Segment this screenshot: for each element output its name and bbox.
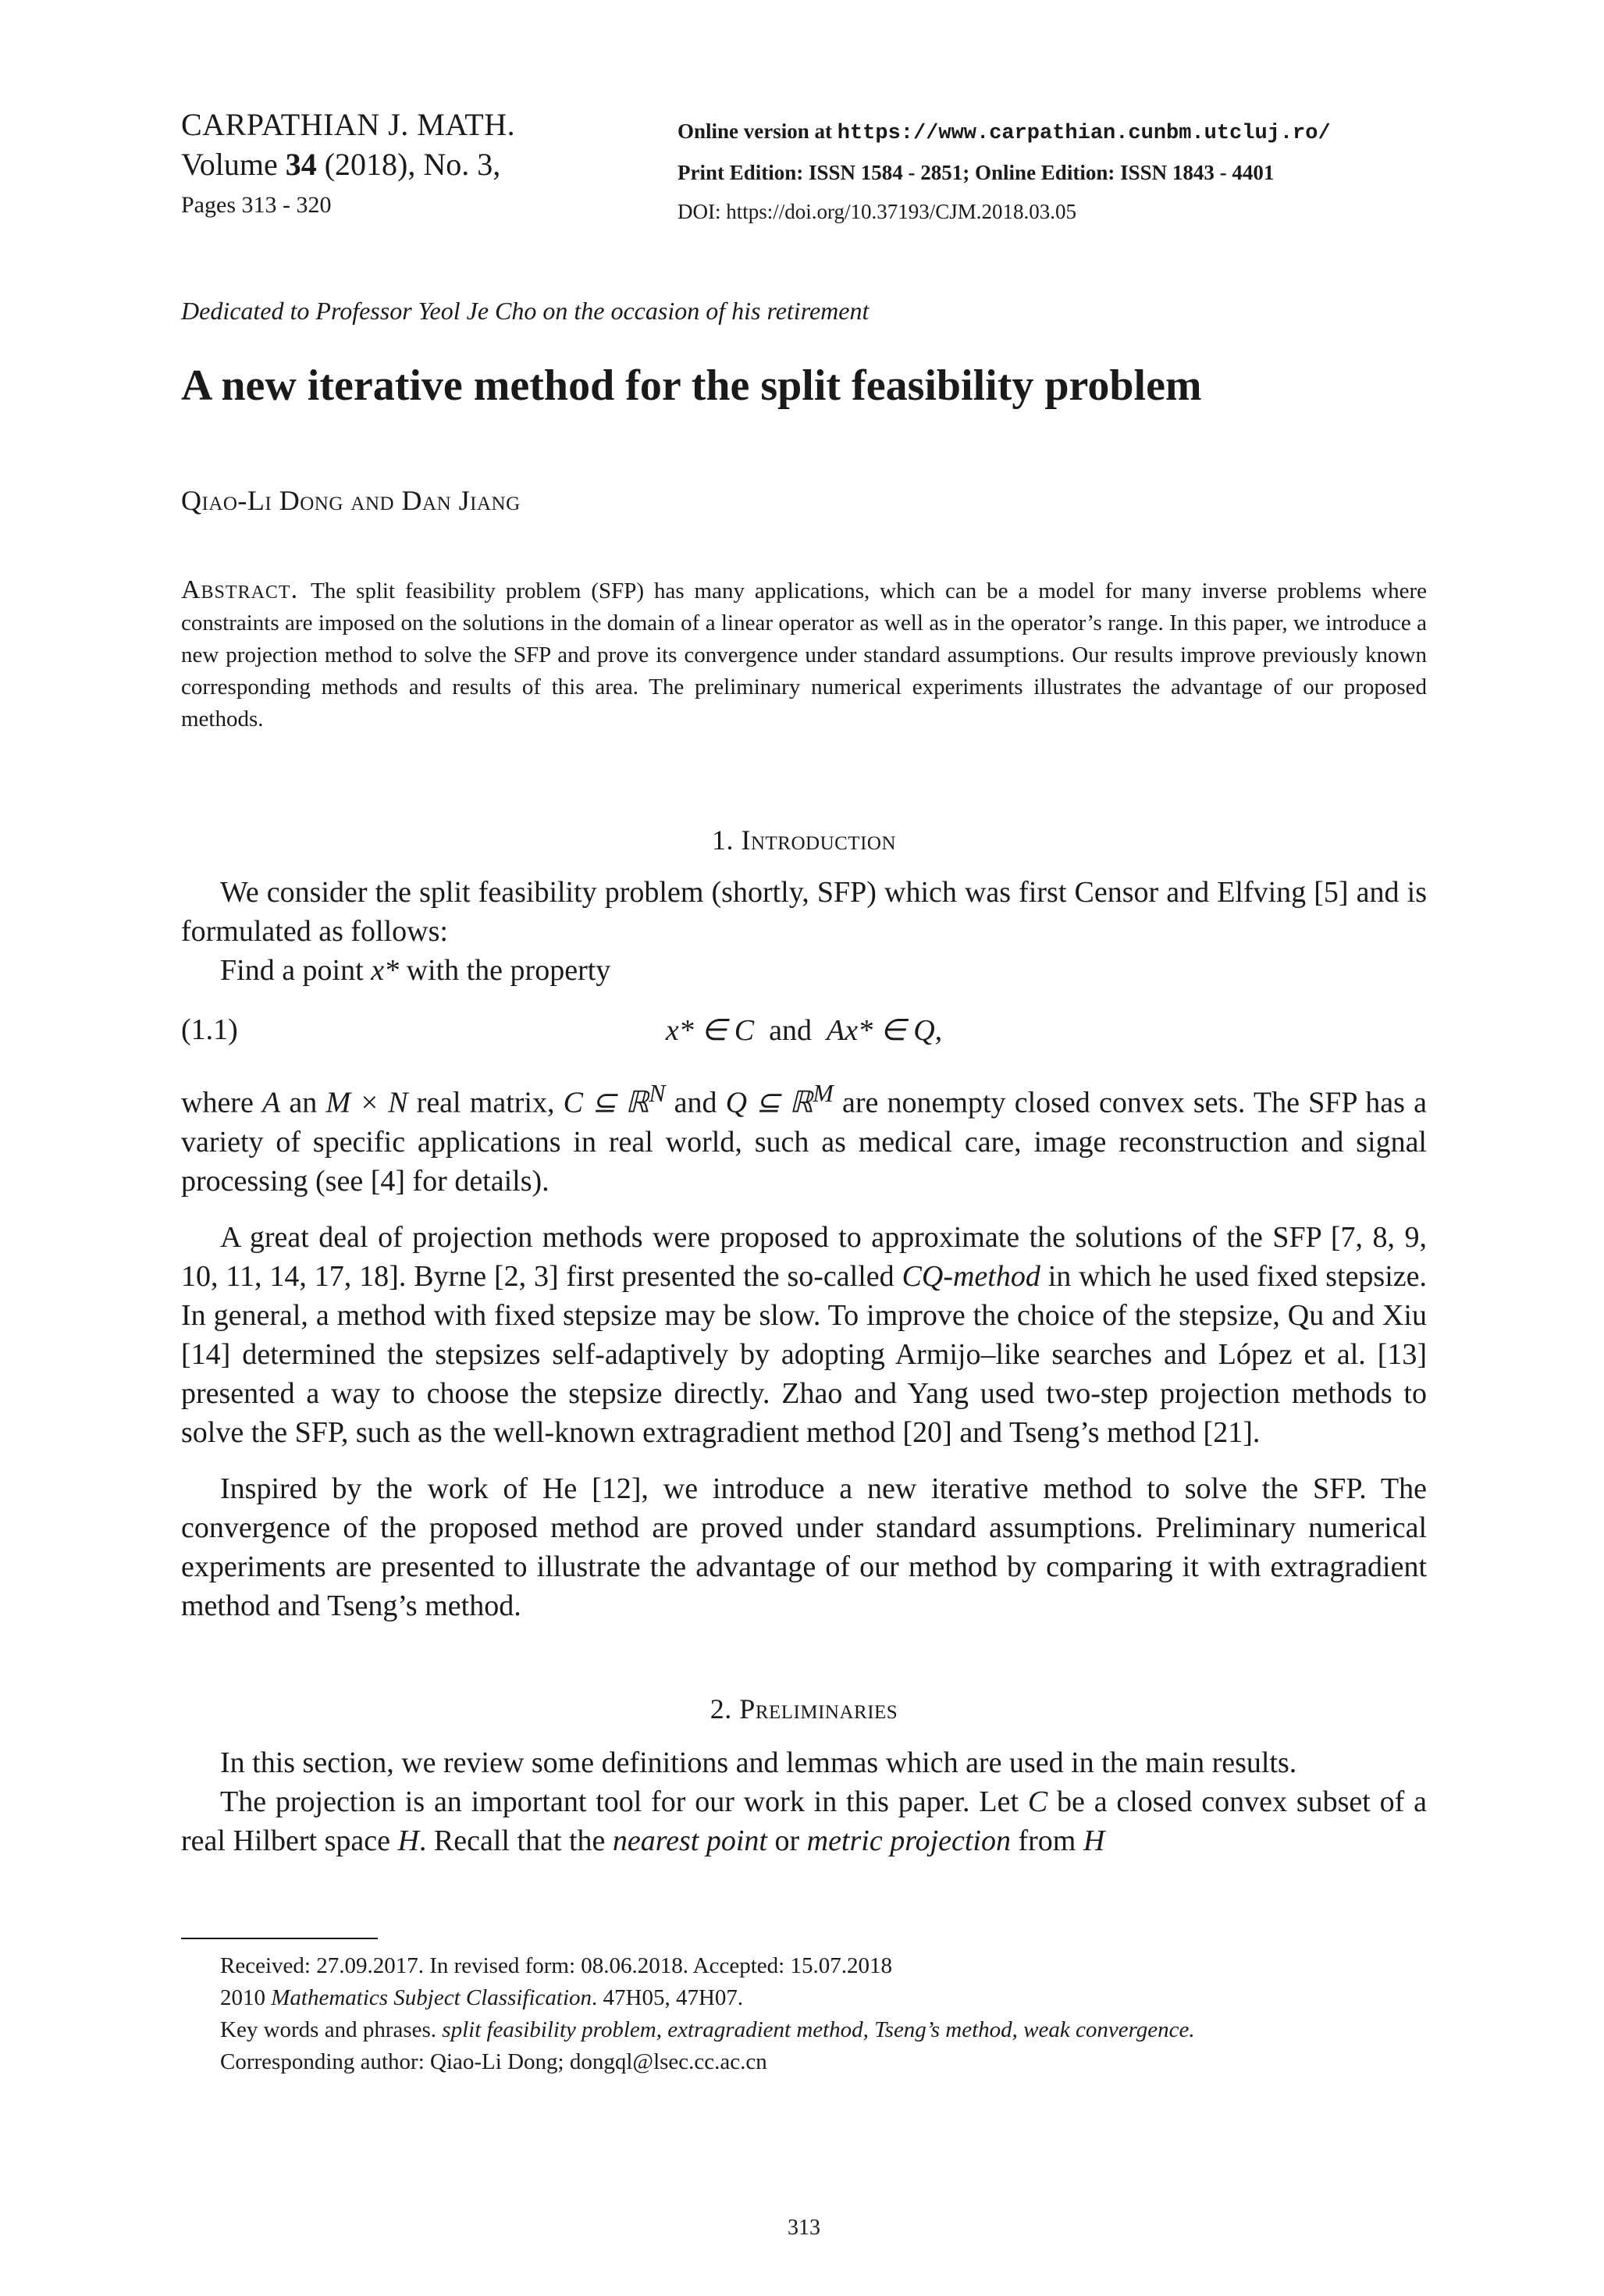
intro-paragraph-1: We consider the split feasibility problem (shortly, SFP) which was first Censor and Elfving [5] and is formulated as follows: <box>181 876 1427 948</box>
online-version-line: Online version at https://www.carpathian.cunbm.utcluj.ro/ <box>678 119 1331 145</box>
preliminaries-text-block <box>181 1743 1427 1860</box>
footnotes <box>220 1950 1438 2078</box>
footnote-corresponding-author: Corresponding author: Qiao-Li Dong; dongql@lsec.cc.ac.cn <box>220 2049 767 2074</box>
doi-line[interactable]: DOI: https://doi.org/10.37193/CJM.2018.03.05 <box>678 200 1077 223</box>
abstract-text: The split feasibility problem (SFP) has many applications, which can be a model for many inverse problems where constraints are imposed on the solutions in the domain of a linear operator as well as in the operator’s range. In this paper, we introduce a new projection method to solve the SFP and prove its convergence under standard assumptions. Our results improve previously known corresponding methods and results of this area. The preliminary numerical experiments illustrates the advantage of our proposed methods. <box>181 578 1427 732</box>
page-number: 313 <box>788 2216 820 2240</box>
section-heading-preliminaries: 2. Preliminaries <box>710 1693 898 1725</box>
section-heading-introduction: 1. Introduction <box>711 824 897 856</box>
intro-paragraph-5: Inspired by the work of He [12], we introduce a new iterative method to solve the SFP. The convergence of the proposed method are proved under standard assumptions. Preliminary numerical experiments are presented to illustrate the advantage of our method by comparing it with extragradient method and Tseng’s method. <box>181 1472 1427 1622</box>
intro-text-block-1 <box>181 873 1427 990</box>
prelim-paragraph-2: The projection is an important tool for our work in this paper. Let C be a closed convex subset of a real Hilbert space H. Recall that the nearest point or metric projection from H <box>181 1785 1427 1857</box>
paper-title: A new iterative method for the split feasibility problem <box>181 361 1202 410</box>
footnote-divider <box>181 1938 378 1939</box>
intro-text-block-2 <box>181 1074 1427 1625</box>
equation-formula: x* ∈ C and Ax* ∈ Q, <box>665 1014 943 1047</box>
abstract-label: Abstract. <box>181 575 299 604</box>
footnote-received: Received: 27.09.2017. In revised form: 08.06.2018. Accepted: 15.07.2018 <box>220 1953 892 1978</box>
journal-header <box>181 105 681 226</box>
publication-info <box>678 112 1458 231</box>
abstract <box>181 574 1427 735</box>
footnote-msc: 2010 Mathematics Subject Classification. 47H05, 47H07. <box>220 1985 744 2010</box>
volume-line: Volume 34 (2018), No. 3, <box>181 147 501 182</box>
pages-line: Pages 313 - 320 <box>181 192 332 218</box>
authors: Qiao-Li Dong and Dan Jiang <box>181 485 521 516</box>
equation-number: (1.1) <box>181 1013 238 1046</box>
issn-line: Print Edition: ISSN 1584 - 2851; Online Edition: ISSN 1843 - 4401 <box>678 161 1275 184</box>
volume-number: 34 <box>285 147 317 182</box>
prelim-paragraph-1: In this section, we review some definitions and lemmas which are used in the main results. <box>220 1746 1297 1779</box>
journal-name: CARPATHIAN J. MATH. <box>181 107 516 142</box>
online-url-link[interactable]: https://www.carpathian.cunbm.utcluj.ro/ <box>837 122 1331 145</box>
intro-paragraph-2: Find a point x* with the property <box>220 954 611 987</box>
intro-paragraph-3: where A an M × N real matrix, C ⊆ ℝ$^N$ and Q ⊆ ℝ$^M$ are nonempty closed convex sets. The SFP has a variety of specific applications in real world, such as medical care, image reconstruction and signal processing (see [4] for details). <box>181 1080 1427 1198</box>
footnote-keywords: Key words and phrases. split feasibility problem, extragradient method, Tseng’s method, weak convergence. <box>220 2017 1195 2042</box>
dedication: Dedicated to Professor Yeol Je Cho on the occasion of his retirement <box>181 297 870 325</box>
intro-paragraph-4: A great deal of projection methods were proposed to approximate the solutions of the SFP [7, 8, 9, 10, 11, 14, 17, 18]. Byrne [2, 3] first presented the so-called CQ-method in which he used fixed stepsize. In general, a method with fixed stepsize may be slow. To improve the choice of the stepsize, Qu and Xiu [14] determined the stepsizes self-adaptively by adopting Armijo–like searches and López et al. [13] presented a way to choose the stepsize directly. Zhao and Yang used two-step projection methods to solve the SFP, such as the well-known extragradient method [20] and Tseng’s method [21]. <box>181 1220 1428 1449</box>
